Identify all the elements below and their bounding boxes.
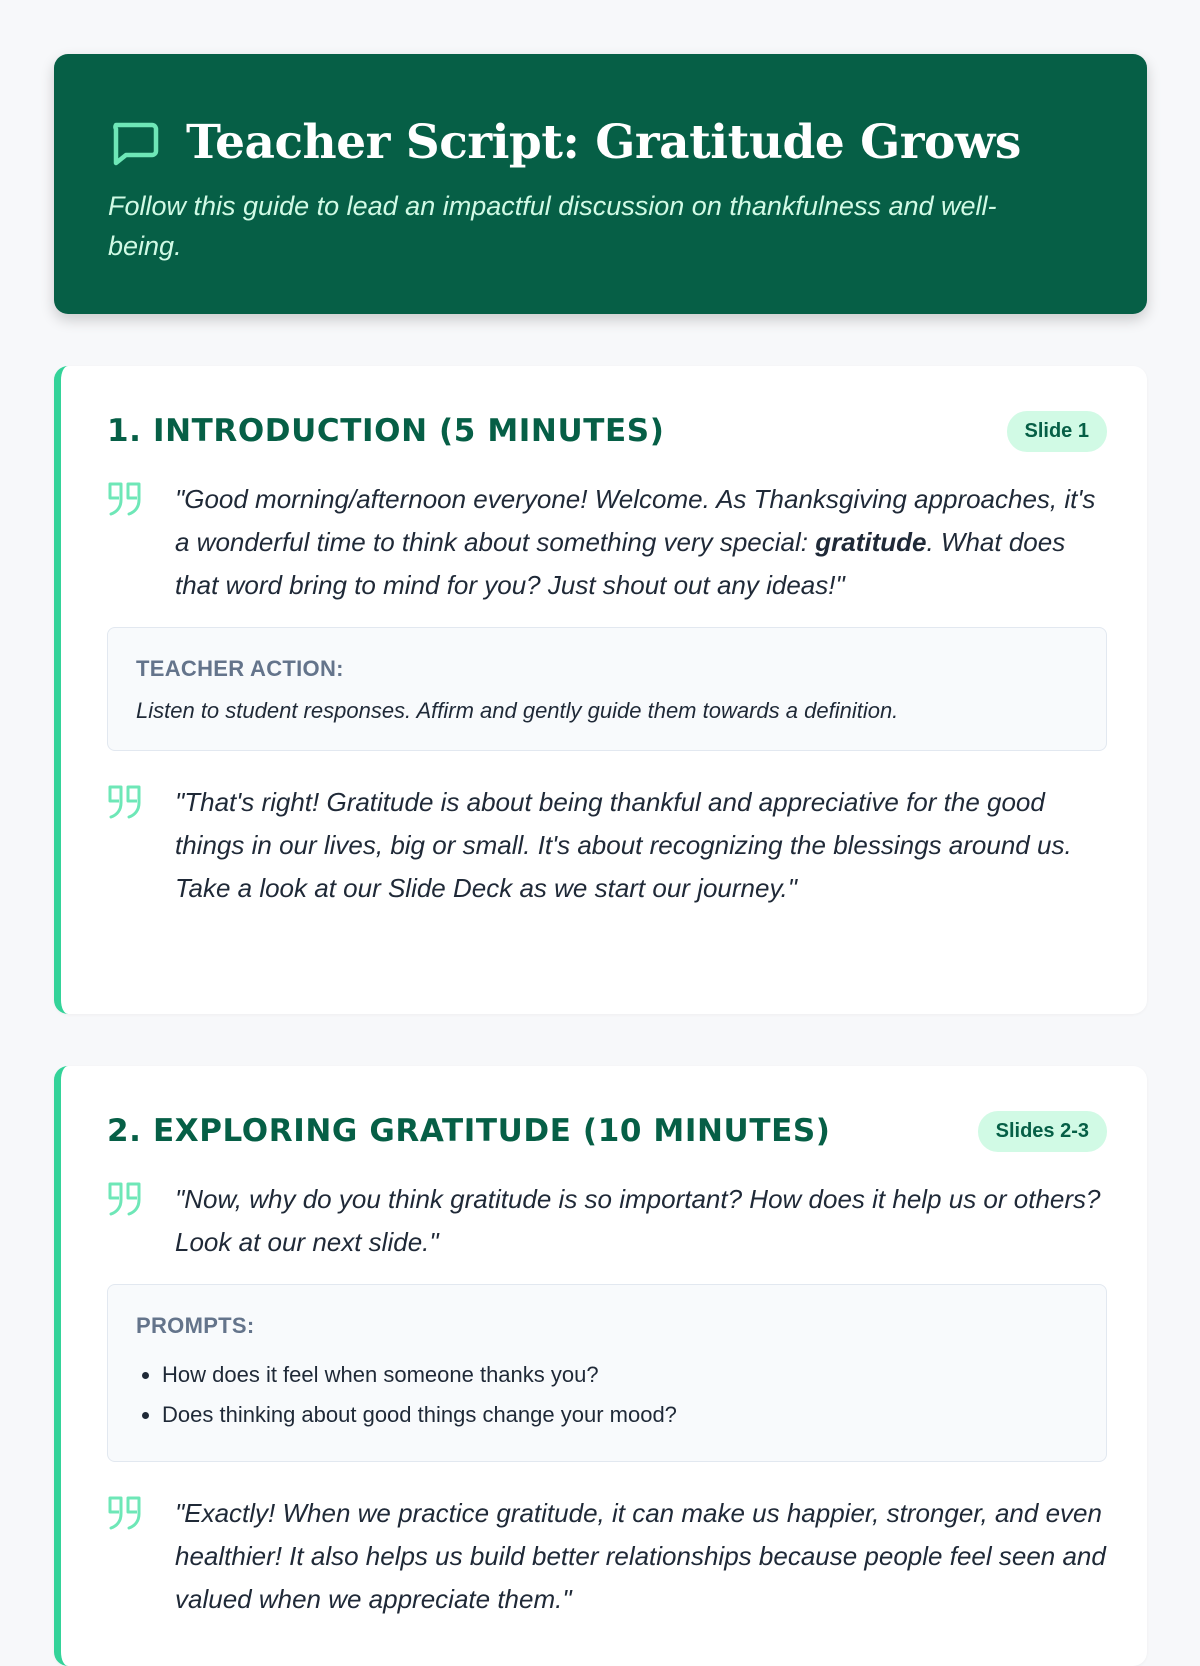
list-item: • How does it feel when someone thanks you? — [162, 1355, 1078, 1395]
quote-text: "That's right! Gratitude is about being thankful and appreciative for the good things in our lives, big or small. It's about recognizing the blessings around us. Take a look at our Slide Deck as we start our journey." — [175, 787, 1072, 903]
quote-icon — [107, 1181, 143, 1217]
quote-text: "Good morning/afternoon everyone! Welcome. As Thanksgiving approaches, it's a wonderful time to think about something very special: gratitude. What does that word bring to mind for you? Just shout out any ideas!" — [175, 484, 1096, 600]
script-quote — [107, 781, 1107, 910]
page-subtitle: Follow this guide to lead an impactful discussion on thankfulness and well-being. — [108, 191, 997, 261]
quote-text: "Exactly! When we practice gratitude, it can make us happier, stronger, and even healthier! It also helps us build better relationships because people feel seen and valued when we appreciate them." — [175, 1498, 1106, 1614]
prompts-box — [107, 1284, 1107, 1462]
prompts-label: PROMPTS: — [136, 1313, 255, 1338]
quote-icon — [107, 784, 143, 820]
teacher-action-text: Listen to student responses. Affirm and gently guide them towards a definition. — [136, 698, 899, 723]
teacher-action-label: TEACHER ACTION: — [136, 656, 344, 681]
quote-icon — [107, 1495, 143, 1531]
section-title: 1. INTRODUCTION (5 MINUTES) — [107, 413, 665, 449]
script-quote — [107, 1492, 1107, 1621]
teacher-action-box — [107, 627, 1107, 751]
slide-badge: Slide 1 — [1007, 411, 1107, 452]
quote-icon — [107, 481, 143, 517]
prompts-list — [136, 1355, 1078, 1435]
list-item: • Does thinking about good things change your mood? — [162, 1395, 1078, 1435]
header-title-row — [108, 112, 1093, 174]
chat-bubble-icon — [108, 117, 160, 169]
section-title: 2. EXPLORING GRATITUDE (10 MINUTES) — [107, 1113, 831, 1149]
script-quote — [107, 478, 1107, 607]
script-quote — [107, 1178, 1107, 1264]
slide-badge: Slides 2-3 — [978, 1111, 1107, 1152]
quote-text: "Now, why do you think gratitude is so important? How does it help us or others? Look at our next slide." — [175, 1184, 1101, 1257]
page-title: Teacher Script: Gratitude Grows — [186, 115, 1021, 170]
section-card-introduction — [54, 366, 1147, 1014]
page-header — [54, 54, 1147, 314]
section-card-exploring-gratitude — [54, 1066, 1147, 1666]
